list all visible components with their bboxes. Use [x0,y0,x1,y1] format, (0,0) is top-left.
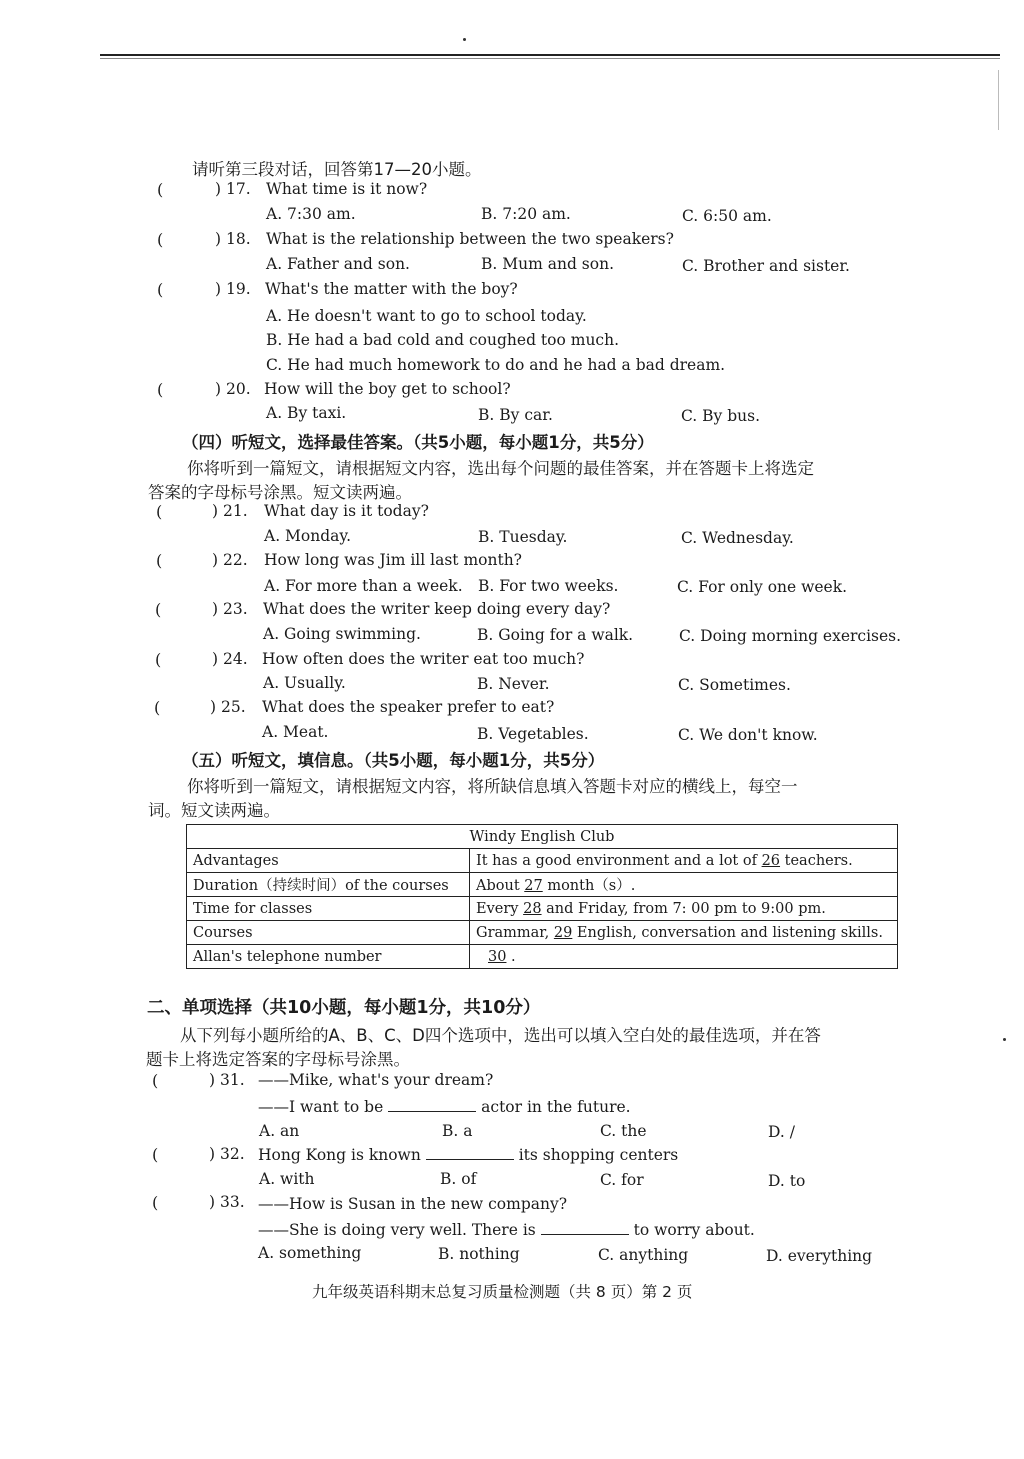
question-number: ) 24. [212,650,248,668]
question-line2 [258,1220,755,1239]
question-number: ) 20. [215,380,251,398]
header-rule-thin [100,58,1000,59]
option-d: D. everything [766,1247,873,1265]
line2-prefix: ——I want to be [258,1098,384,1116]
option-c: C. For only one week. [677,578,848,596]
option-a: A. For more than a week. [264,577,463,595]
option-a: A. Usually. [263,674,346,692]
option-c: C. 6:50 am. [682,207,772,225]
value-prefix: It has a good environment and a lot of [476,852,762,869]
option-a: A. By taxi. [266,404,347,422]
option-c: C. the [600,1122,647,1140]
part5-instructions-line2: 词。短文读两遍。 [148,801,280,820]
option-b: B. Tuesday. [478,528,568,546]
value-suffix: teachers. [780,852,853,869]
blank-26[interactable]: 26 [761,852,781,869]
row-value [470,897,898,921]
option-d: D. to [768,1172,806,1190]
answer-paren: ( [152,1193,159,1212]
option-c: C. Brother and sister. [682,257,850,275]
question-text: What day is it today? [264,502,429,520]
page-footer: 九年级英语科期末总复习质量检测题（共 8 页）第 2 页 [312,1283,693,1301]
option-b: B. nothing [438,1245,520,1263]
row-value [470,921,898,945]
option-b: B. of [440,1170,477,1188]
blank-30[interactable]: 30 [488,948,507,965]
value-suffix: and Friday, from 7: 00 pm to 9:00 pm. [541,900,826,917]
text-suffix: its shopping centers [518,1146,679,1164]
question-line1: ——Mike, what's your dream? [258,1071,494,1089]
table-row [187,897,898,921]
line2-prefix: ——She is doing very well. There is [258,1221,536,1239]
table-title: Windy English Club [187,825,898,849]
value-prefix: About [476,878,525,894]
option-b: B. He had a bad cold and coughed too much. [266,331,620,349]
question-text [258,1145,678,1164]
value-suffix: month（s）. [542,878,636,894]
section3-intro: 请听第三段对话，回答第17—20小题。 [192,160,482,179]
part4-instructions-line1: 你将听到一篇短文，请根据短文内容，选出每个问题的最佳答案，并在答题卡上将选定 [187,459,814,478]
value-prefix: Every [476,900,524,917]
option-b: B. By car. [478,406,553,424]
option-c: C. By bus. [681,407,761,425]
scan-speck [1003,1038,1006,1041]
answer-paren: ( [157,230,164,249]
question-number: ) 19. [215,280,251,298]
value-suffix: . [506,948,516,965]
part5-instructions-line1: 你将听到一篇短文，请根据短文内容，将所缺信息填入答题卡对应的横线上，每空一 [187,777,798,796]
blank-29[interactable]: 29 [553,924,573,941]
question-text: What time is it now? [266,180,428,198]
row-value [470,873,898,897]
option-b: B. Going for a walk. [477,626,634,644]
option-c: C. We don't know. [678,726,818,744]
question-text: How often does the writer eat too much? [262,650,585,668]
question-number: ) 33. [209,1193,245,1211]
question-text: How long was Jim ill last month? [264,551,522,569]
option-d: D. / [768,1123,795,1141]
answer-paren: ( [154,698,161,717]
option-a: A. an [259,1122,300,1140]
answer-paren: ( [157,180,164,199]
option-b: B. Vegetables. [477,725,589,743]
question-number: ) 21. [212,502,248,520]
row-value [470,849,898,873]
answer-paren: ( [155,600,162,619]
value-prefix: Grammar, [476,924,554,941]
answer-paren: ( [157,380,164,399]
option-b: B. a [442,1122,473,1140]
table-title-row [187,825,898,849]
option-c: C. for [600,1171,644,1189]
row-label: Duration（持续时间）of the courses [187,873,470,897]
question-line1: ——How is Susan in the new company? [258,1195,568,1213]
question-text: What does the writer keep doing every day? [263,600,611,618]
answer-paren: ( [156,502,163,521]
part5-title: （五）听短文，填信息。（共5小题，每小题1分，共5分） [182,751,605,770]
question-number: ) 25. [210,698,246,716]
option-a: A. with [259,1170,315,1188]
info-table [186,824,898,969]
question-text: What does the speaker prefer to eat? [262,698,555,716]
question-text: What is the relationship between the two speakers? [266,230,674,248]
answer-paren: ( [152,1145,159,1164]
blank-28[interactable]: 28 [523,900,542,917]
partb-instructions-line1: 从下列每小题所给的A、B、C、D四个选项中，选出可以填入空白处的最佳选项，并在答 [180,1026,821,1045]
table-row [187,873,898,897]
table-row [187,945,898,969]
option-c: C. anything [598,1246,689,1264]
row-label: Time for classes [187,897,470,921]
option-a: A. Going swimming. [263,625,421,643]
row-label: Allan's telephone number [187,945,470,969]
option-b: B. For two weeks. [478,577,619,595]
option-b: B. Never. [477,675,550,693]
option-a: A. something [258,1244,362,1262]
partb-instructions-line2: 题卡上将选定答案的字母标号涂黑。 [146,1050,410,1069]
option-b: B. 7:20 am. [481,205,571,223]
answer-blank[interactable] [388,1097,476,1112]
option-a: A. Meat. [262,723,329,741]
partb-title: 二、单项选择（共10小题，每小题1分，共10分） [147,998,541,1018]
question-number: ) 18. [215,230,251,248]
answer-paren: ( [156,551,163,570]
part4-title: （四）听短文，选择最佳答案。（共5小题，每小题1分，共5分） [182,433,654,452]
answer-blank[interactable] [541,1220,629,1235]
option-a: A. Monday. [264,527,352,545]
option-c: C. He had much homework to do and he had a bad dream. [266,356,726,374]
table-row [187,921,898,945]
value-suffix: English, conversation and listening skills. [572,924,883,941]
option-b: B. Mum and son. [481,255,614,273]
question-number: ) 32. [209,1145,245,1163]
option-c: C. Sometimes. [678,676,791,694]
row-label: Advantages [187,849,470,873]
row-label: Courses [187,921,470,945]
scan-speck [463,38,466,41]
option-a: A. Father and son. [266,255,410,273]
part4-instructions-line2: 答案的字母标号涂黑。短文读两遍。 [148,483,412,502]
question-number: ) 17. [215,180,251,198]
question-line2 [258,1097,631,1116]
option-a: A. He doesn't want to go to school today. [266,307,587,325]
option-a: A. 7:30 am. [266,205,356,223]
answer-paren: ( [152,1071,159,1090]
text-prefix: Hong Kong is known [258,1146,421,1164]
answer-blank[interactable] [426,1145,514,1160]
blank-27[interactable]: 27 [524,878,543,894]
table-row [187,849,898,873]
header-rule [100,54,1000,56]
line2-suffix: to worry about. [633,1221,755,1239]
row-value [470,945,898,969]
question-number: ) 23. [212,600,248,618]
question-text: What's the matter with the boy? [265,280,518,298]
question-number: ) 22. [212,551,248,569]
answer-paren: ( [157,280,164,299]
line2-suffix: actor in the future. [481,1098,631,1116]
option-c: C. Wednesday. [681,529,794,547]
question-number: ) 31. [209,1071,245,1089]
question-text: How will the boy get to school? [264,380,511,398]
scan-edge-line [998,70,999,130]
option-c: C. Doing morning exercises. [679,627,902,645]
answer-paren: ( [155,650,162,669]
